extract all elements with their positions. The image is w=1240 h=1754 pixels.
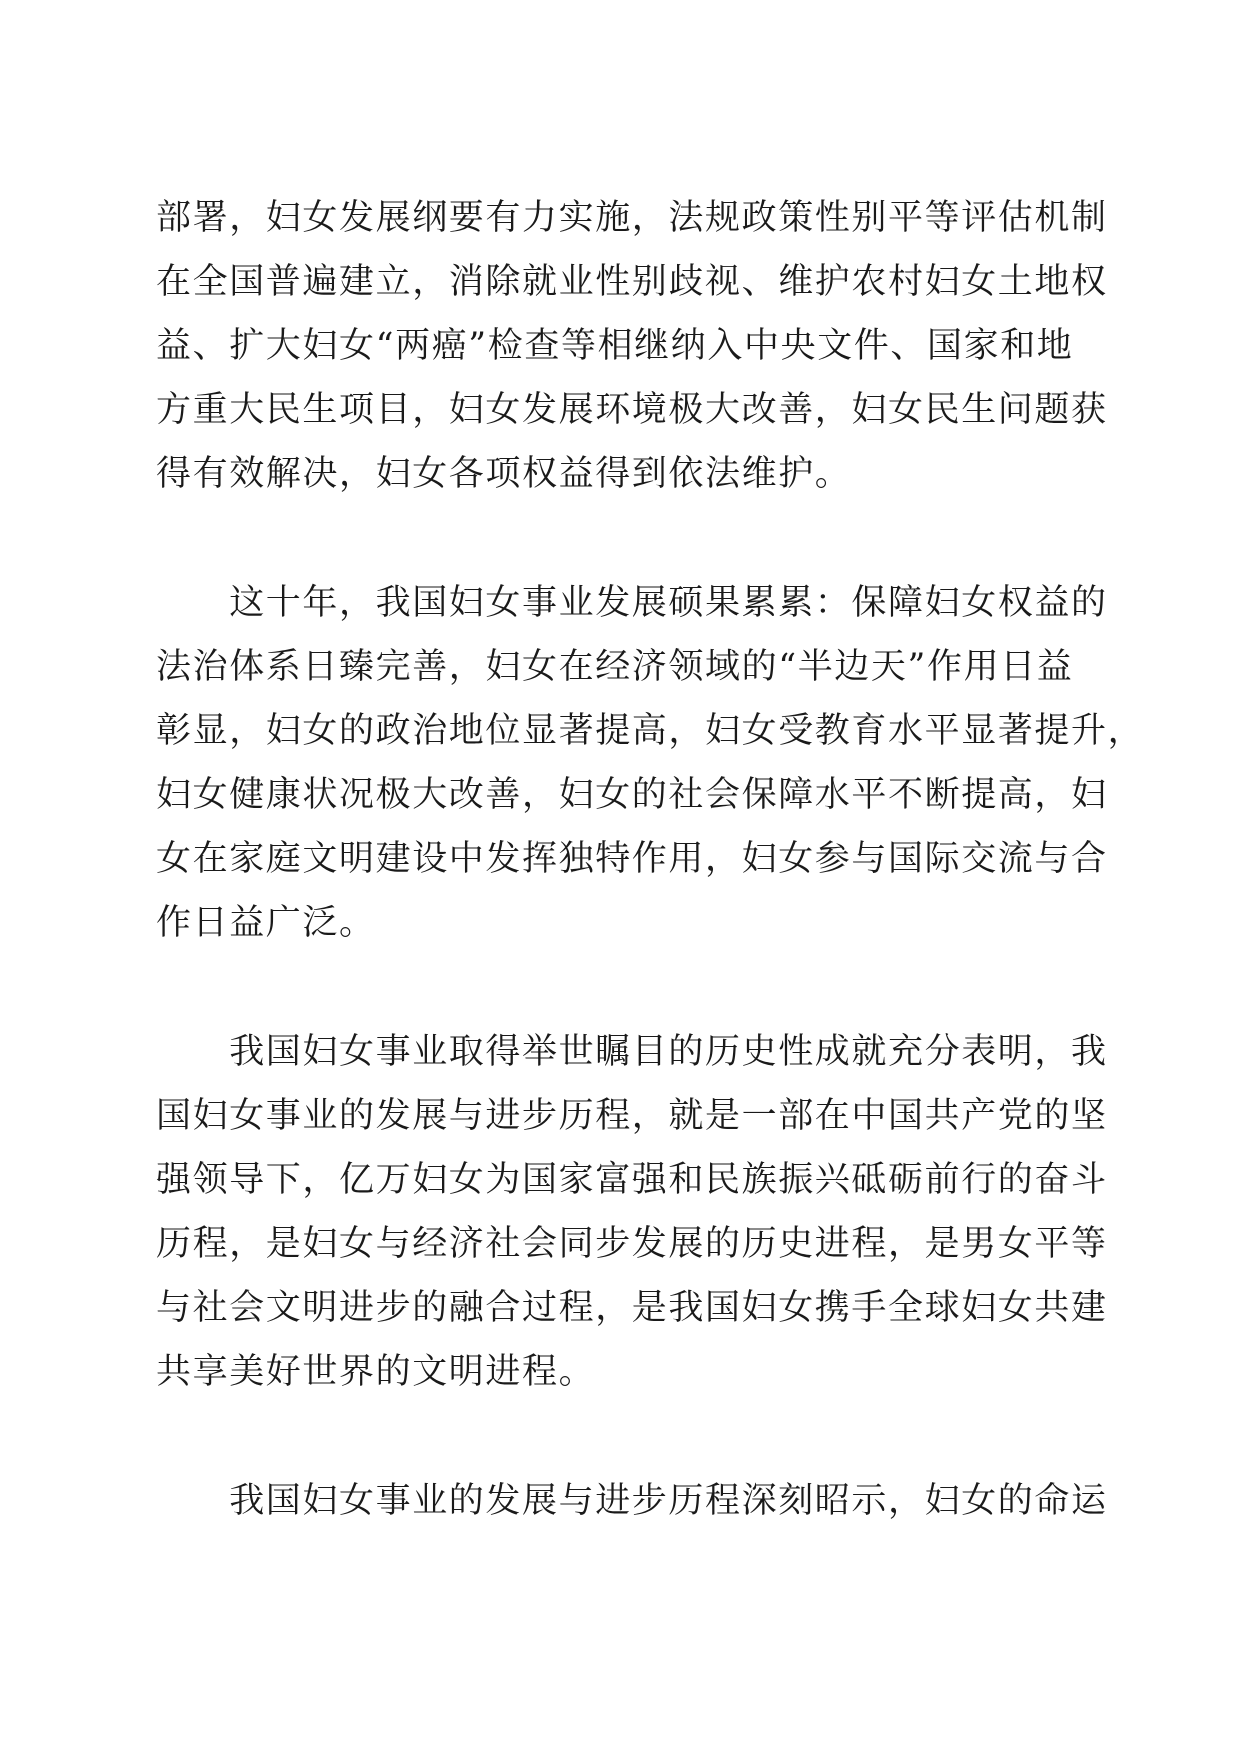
text-line: 作日益广泛。 [156, 903, 376, 943]
paragraph-2 [156, 571, 1145, 955]
text-line: 我国妇女事业的发展与进步历程深刻昭示，妇女的命运 [156, 1481, 1108, 1521]
paragraph-4 [156, 1469, 1108, 1533]
text-line: 方重大民生项目，妇女发展环境极大改善，妇女民生问题获 [156, 390, 1108, 430]
text-line: 彰显，妇女的政治地位显著提高，妇女受教育水平显著提升， [156, 711, 1145, 751]
text-line: 得有效解决，妇女各项权益得到依法维护。 [156, 454, 852, 494]
text-line: 部署，妇女发展纲要有力实施，法规政策性别平等评估机制 [156, 198, 1108, 238]
text-line: 与社会文明进步的融合过程，是我国妇女携手全球妇女共建 [156, 1288, 1108, 1328]
text-line: 益、扩大妇女“两癌”检查等相继纳入中央文件、国家和地 [156, 326, 1074, 366]
text-line: 我国妇女事业取得举世瞩目的历史性成就充分表明，我 [156, 1032, 1108, 1072]
text-line: 历程，是妇女与经济社会同步发展的历史进程，是男女平等 [156, 1224, 1108, 1264]
text-line: 共享美好世界的文明进程。 [156, 1352, 596, 1392]
paragraph-1 [156, 186, 1108, 506]
text-line: 这十年，我国妇女事业发展硕果累累：保障妇女权益的 [156, 583, 1108, 623]
text-line: 在全国普遍建立，消除就业性别歧视、维护农村妇女土地权 [156, 262, 1108, 302]
text-line: 妇女健康状况极大改善，妇女的社会保障水平不断提高，妇 [156, 775, 1108, 815]
text-line: 国妇女事业的发展与进步历程，就是一部在中国共产党的坚 [156, 1096, 1108, 1136]
text-line: 女在家庭文明建设中发挥独特作用，妇女参与国际交流与合 [156, 839, 1108, 879]
paragraph-3 [156, 1020, 1108, 1404]
text-line: 法治体系日臻完善，妇女在经济领域的“半边天”作用日益 [156, 647, 1074, 687]
text-line: 强领导下，亿万妇女为国家富强和民族振兴砥砺前行的奋斗 [156, 1160, 1108, 1200]
